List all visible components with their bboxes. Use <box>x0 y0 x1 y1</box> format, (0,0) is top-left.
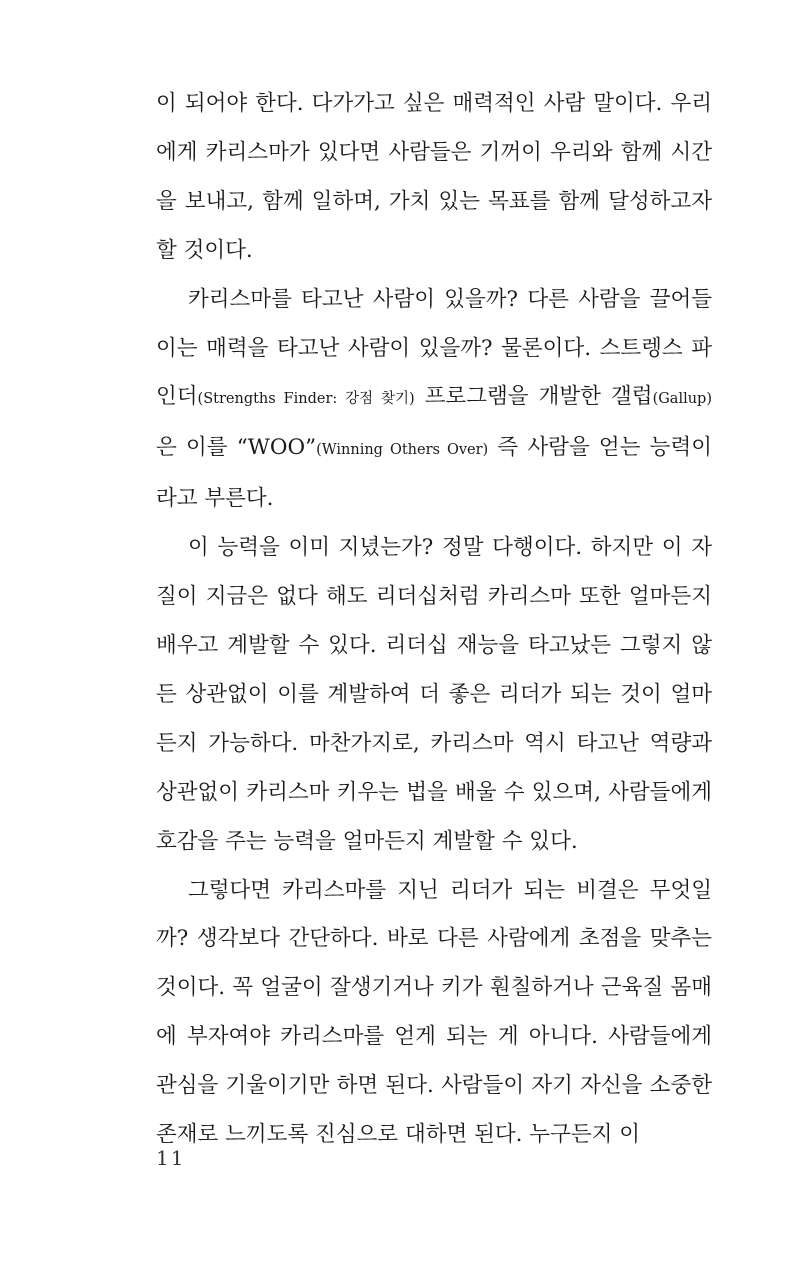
strengths-finder-note: (Strengths Finder: 강점 찾기) <box>197 391 415 408</box>
paragraph-2 <box>156 276 712 525</box>
body-text <box>156 80 712 1160</box>
paragraph-2-part-4: 즉 사람을 얻는 능력이라고 부른다. <box>156 435 712 512</box>
paragraph-2-part-3: 은 이를 “WOO” <box>156 435 317 461</box>
gallup-note: (Gallup) <box>652 391 712 408</box>
paragraph-4: 그렇다면 카리스마를 지닌 리더가 되는 비결은 무엇일까? 생각보다 간단하다. 바로 다른 사람에게 초점을 맞추는 것이다. 꼭 얼굴이 잘생기거나 키가 훤칠하거나 근육질 몸매에 부자여야 카리스마를 얻게 되는 게 아니다. 사람들에게 관심을 기울이기만 하면 된다. 사람들이 자기 자신을 소중한 존재로 느끼도록 진심으로 대하면 된다. 누구든지 이 <box>156 877 712 1148</box>
paragraph-1: 이 되어야 한다. 다가가고 싶은 매력적인 사람 말이다. 우리에게 카리스마가 있다면 사람들은 기꺼이 우리와 함께 시간을 보내고, 함께 일하며, 가치 있는 목표를 함께 달성하고자 할 것이다. <box>156 91 712 263</box>
winning-others-over-note: (Winning Others Over) <box>316 442 489 459</box>
paragraph-2-part-1: 카리스마를 타고난 사람이 있을까? 다른 사람을 끌어들이는 매력을 타고난 사람이 있을까? 물론이다. 스트렝스 파인더 <box>156 286 712 410</box>
paragraph-2-part-2: 프로그램을 개발한 갤럽 <box>414 384 653 410</box>
paragraph-3: 이 능력을 이미 지녔는가? 정말 다행이다. 하지만 이 자질이 지금은 없다 해도 리더십처럼 카리스마 또한 얼마든지 배우고 계발할 수 있다. 리더십 재능을 타고났든 그렇지 않든 상관없이 이를 계발하여 더 좋은 리더가 되는 것이 얼마든지 가능하다. 마찬가지로, 카리스마 역시 타고난 역량과 상관없이 카리스마 키우는 법을 배울 수 있으며, 사람들에게 호감을 주는 능력을 얼마든지 계발할 수 있다. <box>156 535 712 854</box>
page-number: 11 <box>156 1146 186 1170</box>
